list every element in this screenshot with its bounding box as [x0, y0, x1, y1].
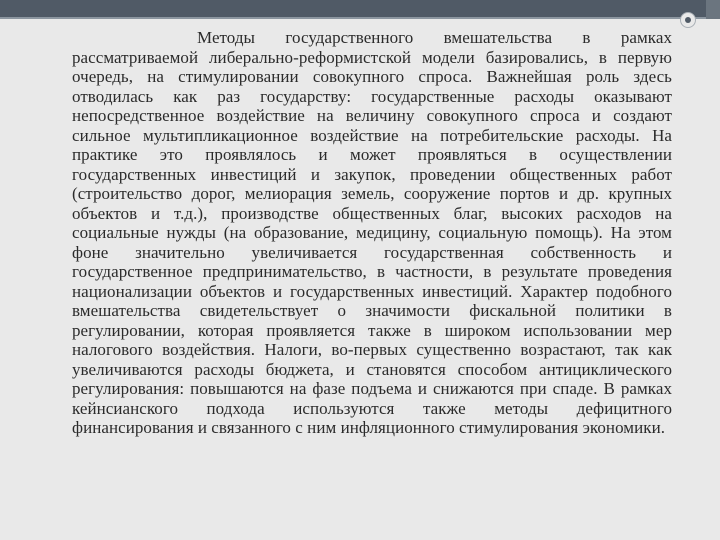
- header-corner-decoration: [706, 0, 720, 19]
- slide-header-bar: [0, 0, 720, 17]
- bullet-circle-icon: [680, 12, 696, 28]
- header-accent-line: [0, 17, 720, 19]
- slide-body-text: Методы государственного вмешательства в рамках рассматриваемой либерально-реформистской модели базировались, в первую очередь, на стимулировании совокупного спроса. Важнейшая роль здесь отводилась как раз государству: государственные расходы оказывают непосредственное воздействие на величину совокупного спроса и создают сильное мультипликационное воздействие на потребительские расходы. На практике это проявлялось и может проявляться в осуществлении государственных инвестиций и закупок, проведении общественных работ (строительство дорог, мелиорация земель, сооружение портов и др. крупных объектов и т.д.), производстве общественных благ, высоких расходов на социальные нужды (на образование, медицину, социальную помощь). На этом фоне значительно увеличивается государственная собственность и государственное предпринимательство, в частности, в результате проведения национализации объектов и государственных инвестиций. Характер подобного вмешательства свидетельствует о значимости фискальной политики в регулировании, которая проявляется также в широком использовании мер налогового воздействия. Налоги, во-первых существенно возрастают, так как увеличиваются расходы бюджета, и становятся способом антициклического регулирования: повышаются на фазе подъема и снижаются при спаде. В рамках кейнсианского подхода используются также методы дефицитного финансирования и связанного с ним инфляционного стимулирования экономики.: [72, 28, 672, 437]
